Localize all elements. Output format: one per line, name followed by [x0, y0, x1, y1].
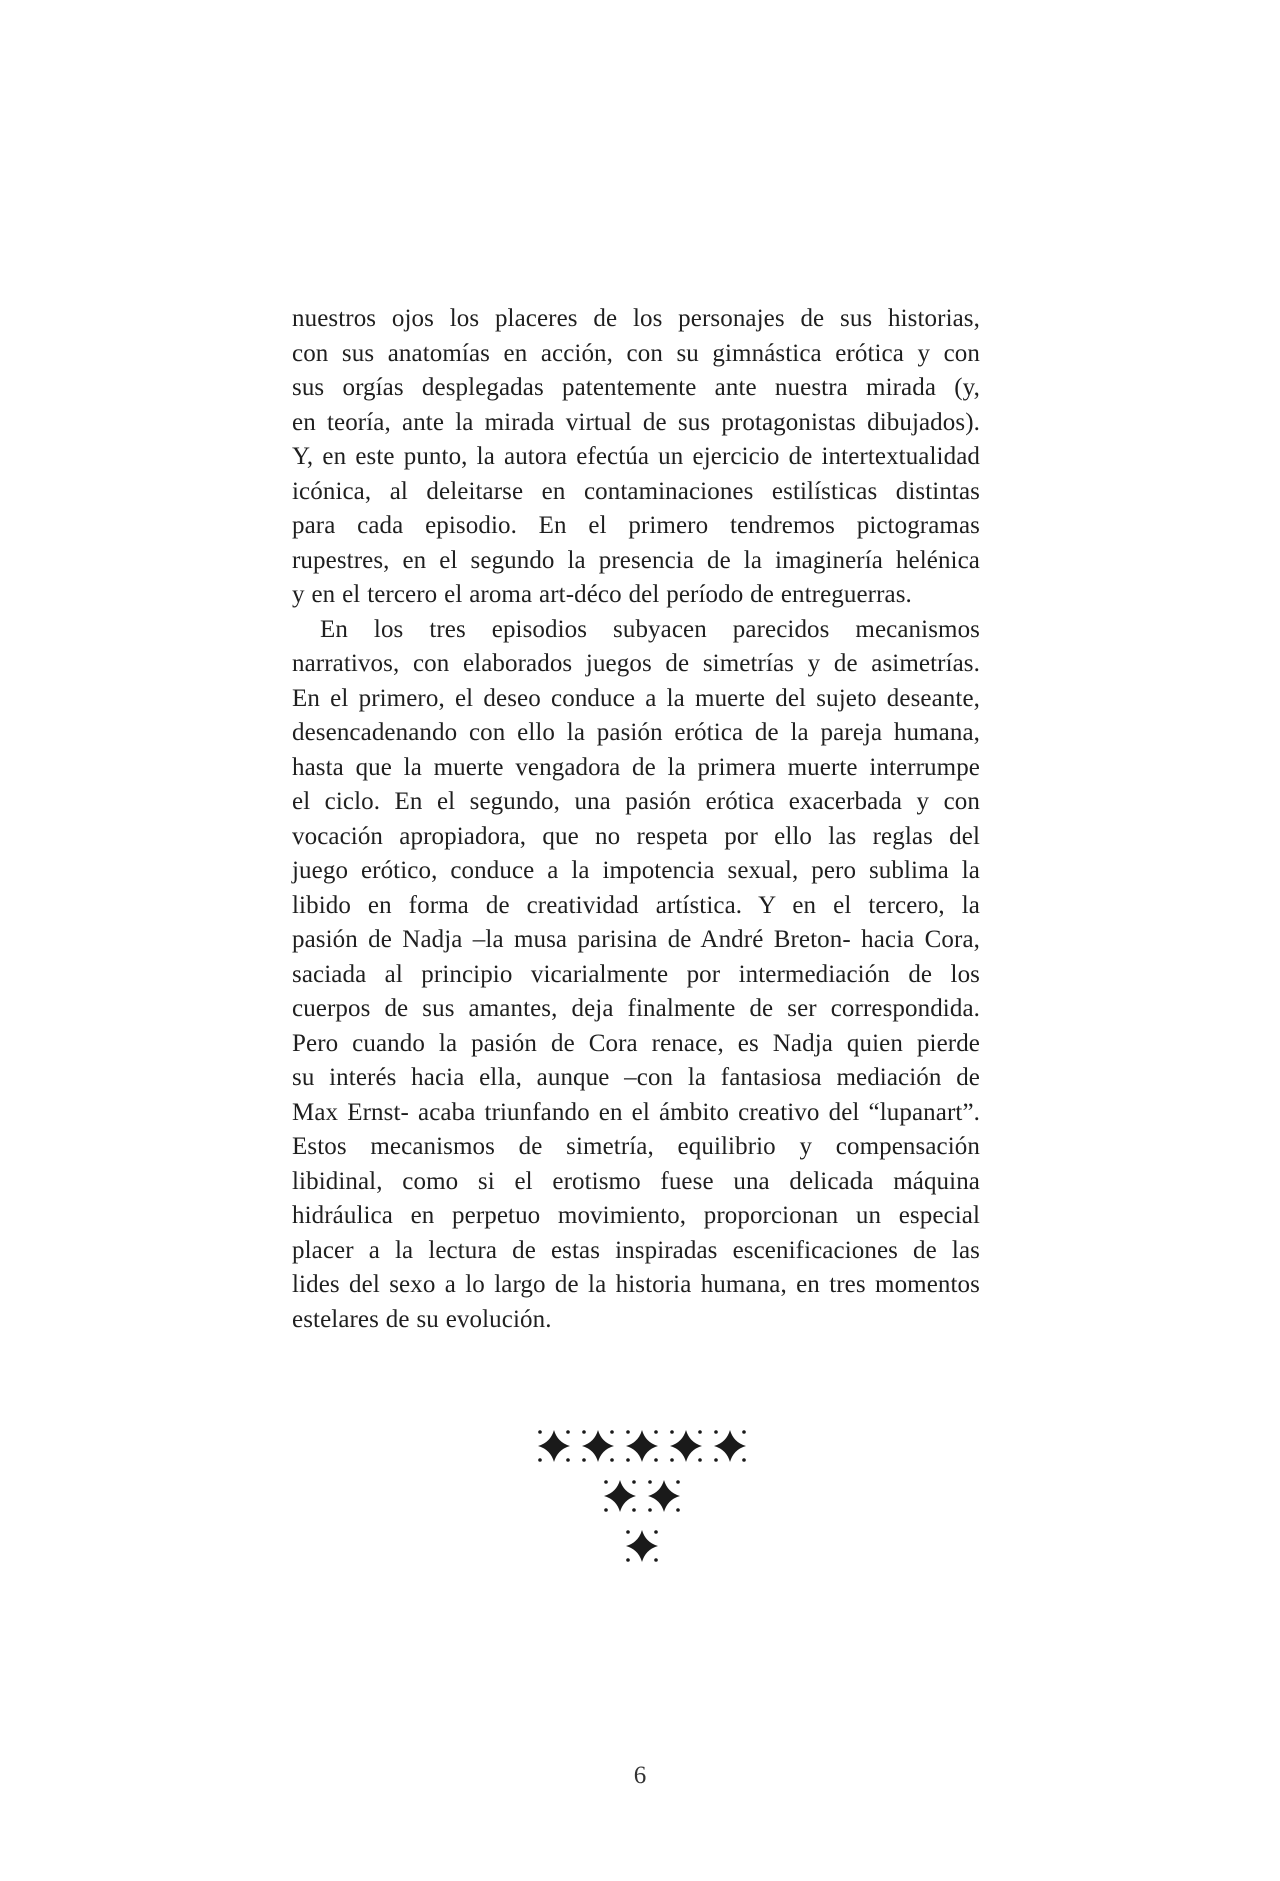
ornament-dot	[714, 1430, 718, 1434]
ornament-dot	[676, 1480, 680, 1484]
text-line: libidinal, como si el erotismo fuese una delicada máquina	[292, 1167, 980, 1195]
star-glyph	[582, 1430, 614, 1462]
text-line: en teoría, ante la mirada virtual de sus protagonistas dibujados).	[292, 408, 980, 436]
text-line: hasta que la muerte vengadora de la primera muerte interrumpe	[292, 753, 980, 781]
ornament-dot	[670, 1430, 674, 1434]
text-line: lides del sexo a lo largo de la historia humana, en tres momentos	[292, 1271, 980, 1298]
ornament-dot	[698, 1458, 702, 1462]
text-line: el ciclo. En el segundo, una pasión erótica exacerbada y con	[292, 788, 980, 815]
text-line: y en el tercero el aroma art-déco del período de entreguerras.	[292, 581, 912, 608]
text-line: hidráulica en perpetuo movimiento, proporcionan un especial	[292, 1202, 980, 1229]
ornament-dot	[610, 1458, 614, 1462]
ornament-dot	[648, 1508, 652, 1512]
ornament-dot	[670, 1458, 674, 1462]
text-line: sus orgías desplegadas patentemente ante nuestra mirada (y,	[292, 374, 980, 401]
text-line: rupestres, en el segundo la presencia de la imaginería helénica	[292, 546, 980, 574]
text-line: Y, en este punto, la autora efectúa un ejercicio de intertextualidad	[292, 443, 980, 470]
text-line: narrativos, con elaborados juegos de simetrías y de asimetrías.	[292, 650, 980, 677]
ornament-dot	[626, 1530, 630, 1534]
ornament-dot	[582, 1458, 586, 1462]
star-glyph	[538, 1430, 570, 1462]
ornament-dot	[654, 1530, 658, 1534]
text-line: desencadenando con ello la pasión erótica de la pareja humana,	[292, 719, 980, 746]
ornament-dot	[742, 1458, 746, 1462]
star-glyph	[604, 1480, 636, 1512]
text-line: con sus anatomías en acción, con su gimnástica erótica y con	[292, 339, 980, 367]
ornament-dot	[714, 1458, 718, 1462]
text-line: cuerpos de sus amantes, deja finalmente de ser correspondida.	[292, 995, 980, 1022]
text-line: En el primero, el deseo conduce a la muerte del sujeto deseante,	[292, 684, 980, 712]
ornament-dot	[566, 1430, 570, 1434]
ornament-dot	[632, 1508, 636, 1512]
text-line: Max Ernst- acaba triunfando en el ámbito creativo del “lupanart”.	[292, 1098, 980, 1126]
star-glyph	[648, 1480, 680, 1512]
text-line: nuestros ojos los placeres de los personajes de sus historias,	[292, 305, 980, 332]
ornament-dot	[632, 1480, 636, 1484]
ornament-dot	[742, 1430, 746, 1434]
ornament-dot	[654, 1458, 658, 1462]
ornament-dot	[582, 1430, 586, 1434]
text-line: pasión de Nadja –la musa parisina de André Breton- hacia Cora,	[292, 926, 980, 953]
text-line: vocación apropiadora, que no respeta por ello las reglas del	[292, 822, 980, 850]
ornament-dot	[604, 1508, 608, 1512]
ornament-dot	[654, 1430, 658, 1434]
ornament-dot	[538, 1430, 542, 1434]
star-glyph	[714, 1430, 746, 1462]
ornament-dot	[604, 1480, 608, 1484]
ornament-dot	[654, 1558, 658, 1562]
star-glyph	[626, 1530, 658, 1562]
four-point-star-triangle-icon	[530, 1418, 760, 1578]
text-line: su interés hacia ella, aunque –con la fantasiosa mediación de	[292, 1064, 980, 1091]
body-text	[292, 302, 980, 1337]
text-line: Estos mecanismos de simetría, equilibrio y compensación	[292, 1133, 980, 1160]
ornament-dot	[626, 1558, 630, 1562]
text-line: estelares de su evolución.	[292, 1305, 552, 1333]
text-line: libido en forma de creatividad artística. Y en el tercero, la	[292, 891, 980, 919]
ornament-dot	[626, 1430, 630, 1434]
text-line: En los tres episodios subyacen parecidos mecanismos	[320, 615, 980, 643]
ornament-dot	[648, 1480, 652, 1484]
text-line: saciada al principio vicarialmente por intermediación de los	[292, 960, 980, 988]
star-glyph	[670, 1430, 702, 1462]
ornament-dot	[610, 1430, 614, 1434]
text-line: placer a la lectura de estas inspiradas escenificaciones de las	[292, 1236, 980, 1264]
text-line: para cada episodio. En el primero tendremos pictogramas	[292, 512, 980, 539]
ornament-dot	[626, 1458, 630, 1462]
text-line: icónica, al deleitarse en contaminaciones estilísticas distintas	[292, 477, 980, 505]
ornament-dot	[538, 1458, 542, 1462]
ornament-dot	[676, 1508, 680, 1512]
ornament-dot	[698, 1430, 702, 1434]
text-line: Pero cuando la pasión de Cora renace, es Nadja quien pierde	[292, 1029, 980, 1057]
star-glyph	[626, 1430, 658, 1462]
page-number: 6	[633, 1762, 647, 1789]
text-line: juego erótico, conduce a la impotencia sexual, pero sublima la	[292, 857, 980, 884]
ornament-dot	[566, 1458, 570, 1462]
